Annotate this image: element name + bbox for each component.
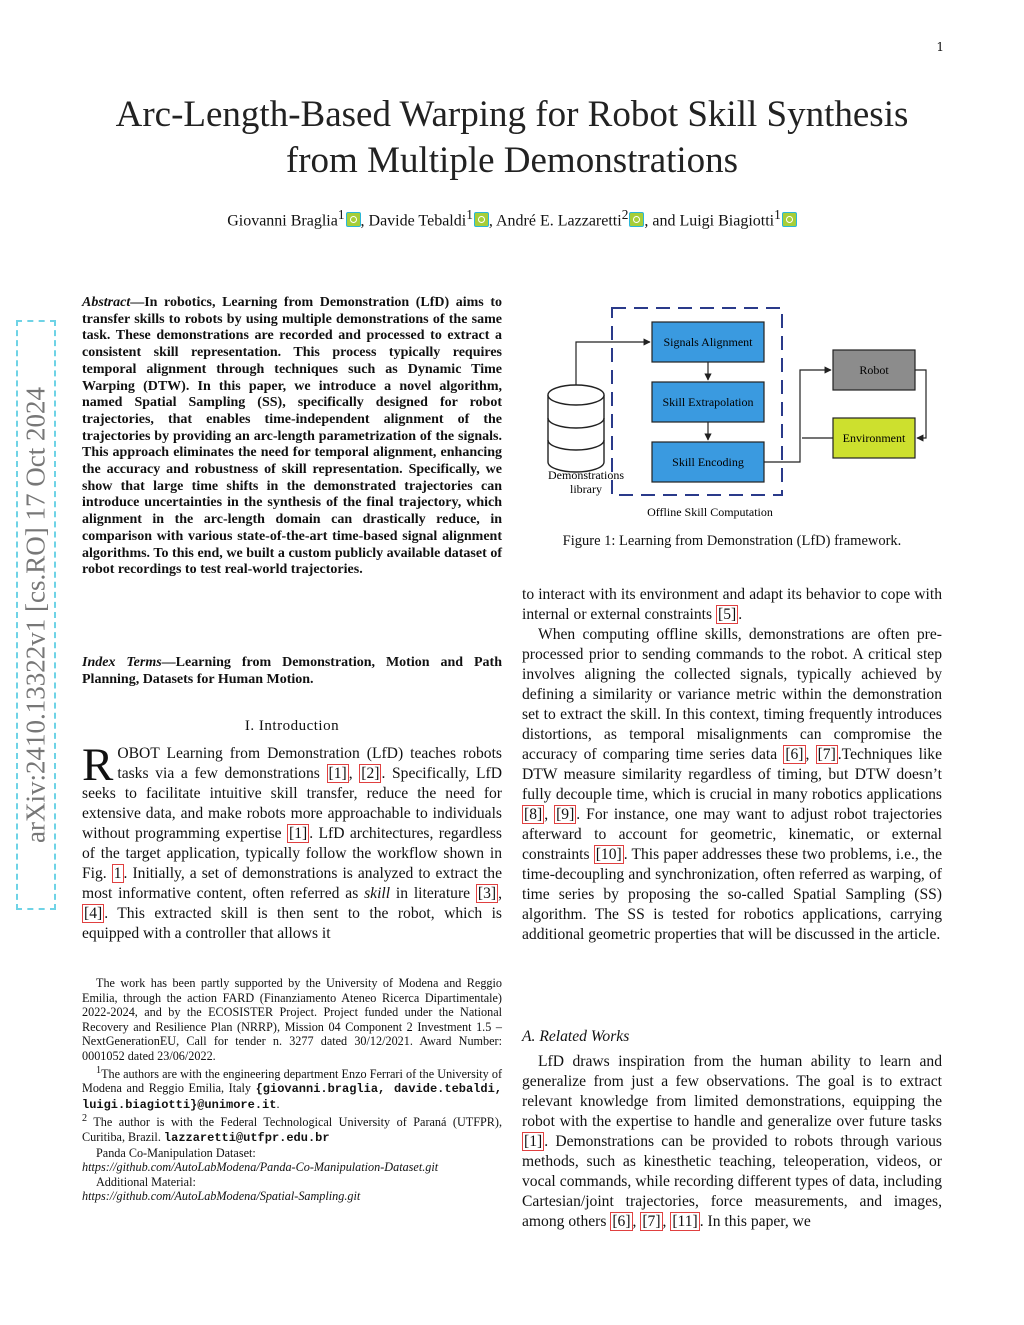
citation-link[interactable]: [3] <box>477 885 497 902</box>
paragraph <box>522 585 942 625</box>
index-terms <box>82 655 502 688</box>
frame-label: Offline Skill Computation <box>647 505 773 519</box>
abstract-label: Abstract <box>82 295 131 310</box>
arrow-robot-to-environment <box>915 370 926 438</box>
affiliation-mark: 1 <box>466 207 473 222</box>
paragraph <box>522 1052 942 1232</box>
citation-link[interactable]: [11] <box>672 1213 698 1230</box>
citation-link[interactable]: [1] <box>289 825 308 842</box>
text-run: . LfD architectures, regardless of the target application, typically follow the workflow shown in Fig. <box>82 825 502 882</box>
author-name: Giovanni Braglia <box>227 212 338 230</box>
footnote-mark: 1 <box>96 1064 102 1076</box>
text-run: to interact with its environment and adapt its behavior to cope with internal or external constraints <box>522 586 942 623</box>
citation-link[interactable]: [7] <box>817 746 836 763</box>
footnote-affiliation-2 <box>82 1112 502 1145</box>
text-run: LfD draws inspiration from the human ability to learn and generalize from just a few observations. The goal is to extract relevant knowledge from limited demonstrations, equipping the robot with the expertise to handle and generalize over future tasks <box>522 1053 942 1130</box>
text-run: The author is with the Federal Technological University of Paraná (UTFPR), Curitiba, Brazil. <box>82 1115 502 1145</box>
author-name: , André E. Lazzaretti <box>488 212 622 230</box>
arxiv-stamp-text: arXiv:2410.13322v1 [cs.RO] 17 Oct 2024 <box>20 387 51 843</box>
paragraph <box>522 625 942 945</box>
email-address[interactable]: lazzaretti@utfpr.edu.br <box>163 1131 330 1146</box>
dataset-url[interactable]: https://github.com/AutoLabModena/Panda-Co-Manipulation-Dataset.git <box>82 1160 439 1175</box>
affiliation-mark: 2 <box>621 207 629 222</box>
citation-link[interactable]: [1] <box>328 765 347 782</box>
abstract <box>82 295 502 579</box>
citation-link[interactable]: [6] <box>612 1213 631 1230</box>
orcid-icon[interactable] <box>346 212 361 227</box>
text-run: . Initially, a set of demonstrations is analyzed to extract the most informative content, often referred as <box>82 865 503 902</box>
index-terms-label: Index Terms <box>82 655 162 670</box>
arrow-encoding-to-robot <box>764 370 831 462</box>
title-line-2: from Multiple Demonstrations <box>285 140 739 181</box>
text-run: , <box>805 746 816 763</box>
figure-caption: Figure 1: Learning from Demonstration (LfD) framework. <box>562 533 902 549</box>
footnote-material: Additional Material: <box>96 1174 196 1189</box>
paper-title <box>0 92 1024 184</box>
signals-alignment-label: Signals Alignment <box>663 335 753 349</box>
text-run: When computing offline skills, demonstrations are often pre-processed prior to sending commands to the robot. A critical step involves aligning the collected signals, typically achieved by defining a similarity or variance metric within the demonstration set to extract the skill. In this context, timing frequently introduces distortions, as temporal misalignments can compromise the accuracy of comparing time series data <box>522 626 942 763</box>
email-address[interactable]: {giovanni.braglia, davide.tebaldi, luigi.biagiotti}@unimore.it <box>82 1082 502 1112</box>
text-run: . For instance, one may want to adjust robot trajectories afterward to account for geometric, kinematic, or external constraints <box>522 806 943 863</box>
author-name: , Davide Tebaldi <box>360 212 467 230</box>
right-column-upper <box>522 585 942 945</box>
abstract-text: —In robotics, Learning from Demonstration (LfD) aims to transfer skills to robots by using multiple demonstrations of the same task. These demonstrations are recorded and processed to extract a consistent skill representation. This process typically requires temporal alignment through techniques such as Dynamic Time Warping (DTW). In this paper, we introduce a novel algorithm, named Spatial Sampling (SS), specifically designed for robot trajectories, that enables time-independent alignment of the trajectories by providing an arc-length parametrization of the signals. This approach eliminates the need for temporal alignment, enhancing the accuracy and robustness of skill representation. Specifically, we show that large time shifts in the demonstrated trajectories can introduce uncertainties in the synthesis of the final trajectory, which alignment in the arc-length domain can drastically reduce, in comparison with various state-of-the-art time-based signal alignment algorithms. To this end, we built a custom publicly available dataset of robot recordings to test real-world trajectories. <box>82 295 502 578</box>
db-label-1: Demonstrations <box>548 468 624 482</box>
footnote-affiliation-1 <box>82 1064 502 1113</box>
page-number: 1 <box>936 40 944 54</box>
orcid-icon[interactable] <box>782 212 797 227</box>
intro-paragraph <box>82 739 503 944</box>
author-name: , and Luigi Biagiotti <box>644 212 775 230</box>
text-run: in literature <box>390 885 476 902</box>
footnote-mark: 2 <box>82 1113 88 1125</box>
text-run: . Demonstrations can be provided to robots through various methods, such as kinesthetic teaching, teleoperation, videos, or vocal commands, while recording different types of data, including Cartesian/joint trajectories, force measurements, and images, among others <box>522 1133 942 1230</box>
citation-link[interactable]: [4] <box>84 905 103 922</box>
text-run: . Specifically, LfD seeks to facilitate intuitive skill transfer, reduce the need for extensive data, and make robots more approachable to individuals without programming expertise <box>82 765 502 842</box>
text-run: .Techniques like DTW measure similarity regardless of timing, but DTW doesn’t fully decouple time, which is crucial in many robotics applications <box>522 746 943 803</box>
text-run: . <box>276 1096 280 1111</box>
text-run: , <box>544 806 555 823</box>
subsection-heading: A. Related Works <box>522 1028 630 1045</box>
arxiv-stamp[interactable] <box>16 320 56 910</box>
citation-link[interactable]: [8] <box>524 806 543 823</box>
emphasis: skill <box>364 885 391 902</box>
lfd-framework-diagram <box>530 300 930 525</box>
index-terms-text: —Learning from Demonstration, Motion and Path Planning, Datasets for Human Motion. <box>82 655 502 687</box>
affiliation-mark: 1 <box>774 207 781 222</box>
orcid-icon[interactable] <box>474 212 489 227</box>
text-run: , <box>632 1213 641 1230</box>
citation-link[interactable]: [9] <box>556 806 575 823</box>
drop-cap: R <box>82 739 114 791</box>
citation-link[interactable]: [1] <box>524 1133 543 1150</box>
text-run: , <box>498 885 502 902</box>
footnote-funding: The work has been partly supported by the University of Modena and Reggio Emilia, through the action FARD (Finanziamento Ateneo Ricerca Dipartimentale) 2022-2024, and by the ECOSISTER Project. Project funded under the National Recovery and Resilience Plan (NRRP), Mission 04 Component 2 Investment 1.5 – NextGenerationEU, Call for tender n. 3277 dated 30/12/2021. Award Number: 0001052 dated 23/06/2022. <box>82 976 502 1063</box>
text-run: , <box>662 1213 671 1230</box>
citation-link[interactable]: [7] <box>642 1213 661 1230</box>
footnotes <box>82 976 502 1204</box>
text-run: . This extracted skill is then sent to the robot, which is equipped with a controller that allows it <box>82 905 502 942</box>
section-heading: I. Introduction <box>244 718 340 734</box>
footnote-dataset: Panda Co-Manipulation Dataset: <box>96 1145 256 1160</box>
skill-extrapolation-label: Skill Extrapolation <box>662 395 754 409</box>
orcid-icon[interactable] <box>629 212 644 227</box>
text-run: . <box>738 606 743 623</box>
citation-link[interactable]: [6] <box>785 746 804 763</box>
text-run: . In this paper, we <box>699 1213 811 1230</box>
environment-label: Environment <box>842 431 906 445</box>
citation-link[interactable]: [5] <box>718 606 737 623</box>
robot-label: Robot <box>859 363 889 377</box>
right-column-lower <box>522 1052 942 1232</box>
material-url[interactable]: https://github.com/AutoLabModena/Spatial-Sampling.git <box>82 1189 361 1204</box>
text-run: , <box>348 765 360 782</box>
affiliation-mark: 1 <box>337 207 345 222</box>
text-run: OBOT Learning from Demonstration (LfD) teaches robots tasks via a few demonstrations <box>117 745 502 782</box>
title-line-1: Arc-Length-Based Warping for Robot Skill Synthesis <box>115 94 909 135</box>
text-run: The authors are with the engineering department Enzo Ferrari of the University of Modena and Reggio Emilia, Italy <box>82 1066 502 1096</box>
text-run: . This paper addresses these two problems, i.e., the time-decoupling and synchronization, often referred as warping, of time series by proposing the so-called Spatial Sampling (SS) algorithm. The SS is tested for robotics applications, carrying additional geometric properties that will be discussed in the article. <box>522 846 942 943</box>
figure-link[interactable]: 1 <box>113 865 122 882</box>
author-list <box>0 207 1024 230</box>
citation-link[interactable]: [10] <box>595 846 622 863</box>
citation-link[interactable]: [2] <box>361 765 380 782</box>
demonstrations-database-icon <box>548 385 604 472</box>
db-label-2: library <box>570 482 602 496</box>
skill-encoding-label: Skill Encoding <box>672 455 744 469</box>
